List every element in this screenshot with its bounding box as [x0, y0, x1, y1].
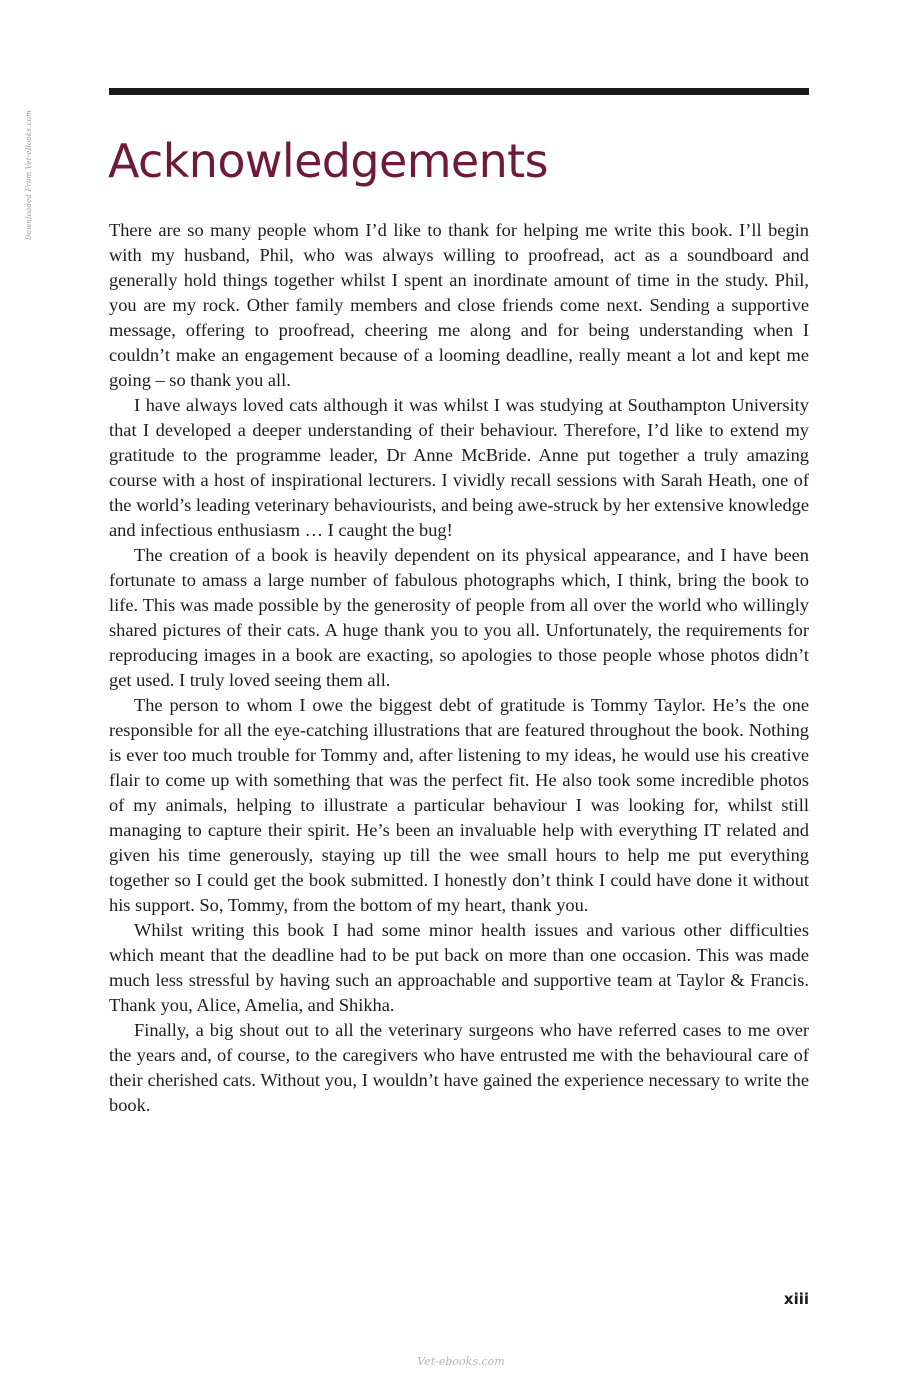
page-number: xiii [783, 1290, 809, 1308]
paragraph-4: The person to whom I owe the biggest debt of gratitude is Tommy Taylor. He’s the one responsible for all the eye-catching illustrations that are featured throughout the book. Nothing is ever too much trouble for Tommy and, after listening to my ideas, he would use his creative flair to come up with something that was the perfect fit. He also took some incredible photos of my animals, helping to illustrate a particular behaviour I was looking for, whilst still managing to capture their spirit. He’s been an invaluable help with everything IT related and given his time generously, staying up till the wee small hours to help me put everything together so I could get the book submitted. I honestly don’t think I could have done it without his support. So, Tommy, from the bottom of my heart, thank you. [109, 695, 809, 915]
chapter-body [109, 218, 809, 1118]
paragraph-2: I have always loved cats although it was whilst I was studying at Southampton University that I developed a deeper understanding of their behaviour. Therefore, I’d like to extend my gratitude to the programme leader, Dr Anne McBride. Anne put together a truly amazing course with a host of inspirational lecturers. I vividly recall sessions with Sarah Heath, one of the world’s leading veterinary behaviourists, and being awe-struck by her extensive knowledge and infectious enthusiasm … I caught the bug! [109, 395, 809, 540]
paragraph-5: Whilst writing this book I had some minor health issues and various other difficulties which meant that the deadline had to be put back on more than one occasion. This was made much less stressful by having such an approachable and supportive team at Taylor & Francis. Thank you, Alice, Amelia, and Shikha. [109, 920, 809, 1015]
side-watermark [25, 90, 39, 240]
paragraph-3: The creation of a book is heavily dependent on its physical appearance, and I have been fortunate to amass a large number of fabulous photographs which, I think, bring the book to life. This was made possible by the generosity of people from all over the world who willingly shared pictures of their cats. A huge thank you to you all. Unfortunately, the requirements for reproducing images in a book are exacting, so apologies to those people whose photos didn’t get used. I truly loved seeing them all. [109, 545, 809, 690]
bottom-watermark: Vet-ebooks.com [417, 1355, 505, 1368]
paragraph-6: Finally, a big shout out to all the veterinary surgeons who have referred cases to me over the years and, of course, to the caregivers who have entrusted me with the behavioural care of their cherished cats. Without you, I wouldn’t have gained the experience necessary to write the book. [109, 1020, 809, 1115]
side-watermark-text: Downloaded From Vet-eBooks.com [25, 110, 33, 240]
paragraph-1: There are so many people whom I’d like to thank for helping me write this book. I’ll begin with my husband, Phil, who was always willing to proofread, act as a soundboard and generally hold things together whilst I spent an inordinate amount of time in the study. Phil, you are my rock. Other family members and close friends come next. Sending a supportive message, offering to proofread, cheering me along and for being understanding when I couldn’t make an engagement because of a looming deadline, really meant a lot and kept me going – so thank you all. [109, 220, 809, 390]
chapter-title: Acknowledgements [108, 134, 548, 188]
chapter-top-rule [109, 88, 809, 95]
